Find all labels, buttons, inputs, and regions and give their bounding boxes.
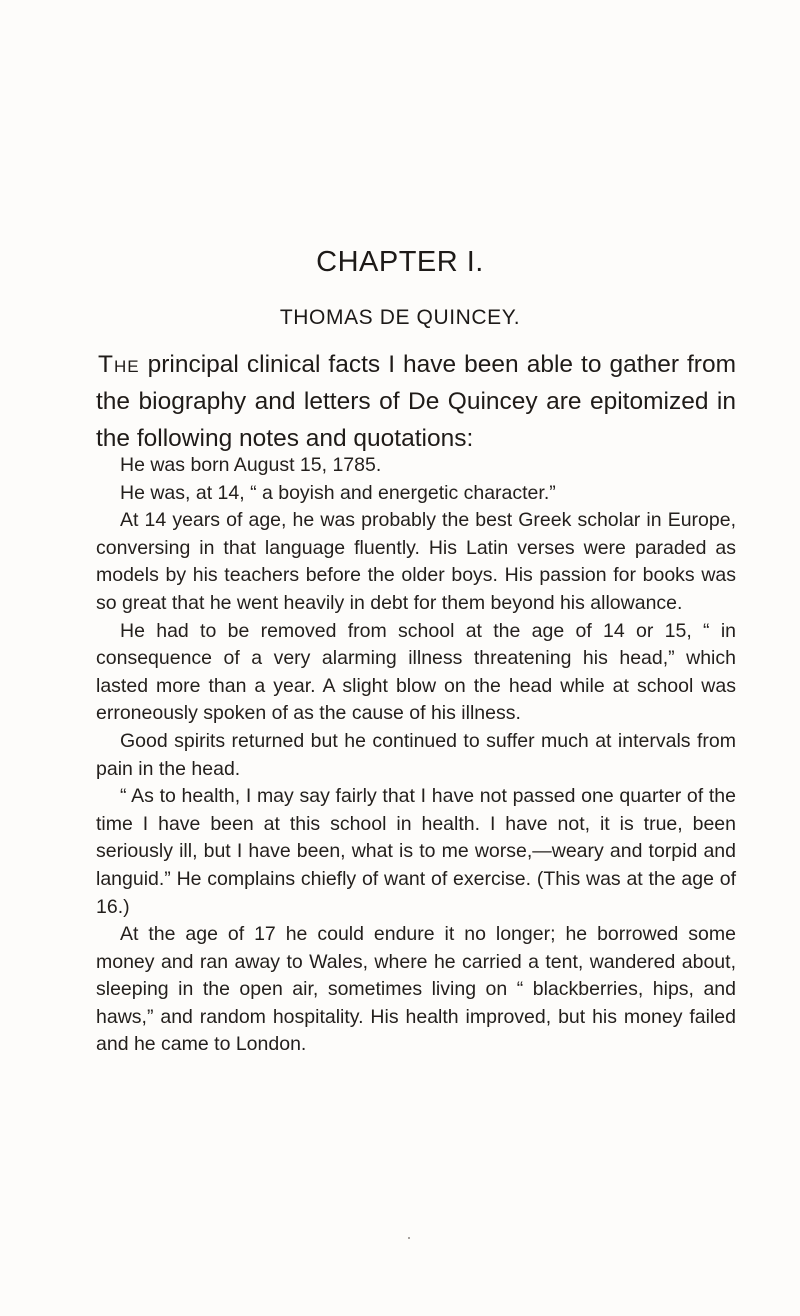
paragraph-illness: He had to be removed from school at the age of 14 or 15, “ in consequence of a very alarming illness threatening his head,” which lasted more than a year. A slight blow on the head while at school was erroneously spoken of as the cause of his illness. bbox=[96, 619, 736, 725]
intro-lead-word: The bbox=[98, 351, 140, 378]
ink-speck bbox=[408, 1237, 410, 1239]
chapter-heading: CHAPTER I. bbox=[316, 246, 484, 278]
intro-text: principal clinical facts I have been able to gather from the biography and letters of De Quincey are epitomized in the following notes and quotations: bbox=[96, 351, 736, 452]
intro-paragraph bbox=[96, 346, 736, 457]
body-text bbox=[96, 452, 736, 1059]
paragraph-birth: He was born August 15, 1785. bbox=[120, 454, 382, 476]
paragraph-character: He was, at 14, “ a boyish and energetic character.” bbox=[120, 481, 556, 504]
chapter-subject: THOMAS DE QUINCEY. bbox=[279, 306, 521, 329]
paragraph-wales: At the age of 17 he could endure it no longer; he borrowed some money and ran away to Wales, where he carried a tent, wandered about, sleeping in the open air, sometimes living on “ blackberries, hips, and haws,” and random hospitality. His health improved, but his money failed and he came to London. bbox=[96, 923, 736, 1056]
paragraph-health-quote: “ As to health, I may say fairly that I have not passed one quarter of the time I have been at this school in health. I have not, it is true, been seriously ill, but I have been, what is to me worse,—weary and torpid and languid.” He complains chiefly of want of exercise. (This was at the age of 16.) bbox=[96, 785, 736, 918]
paragraph-scholar: At 14 years of age, he was probably the best Greek scholar in Europe, conversing in that language fluently. His Latin verses were paraded as models by his teachers before the older boys. His passion for books was so great that he went heavily in debt for them beyond his allowance. bbox=[96, 509, 736, 614]
paragraph-spirits: Good spirits returned but he continued to suffer much at intervals from pain in the head. bbox=[96, 729, 736, 780]
